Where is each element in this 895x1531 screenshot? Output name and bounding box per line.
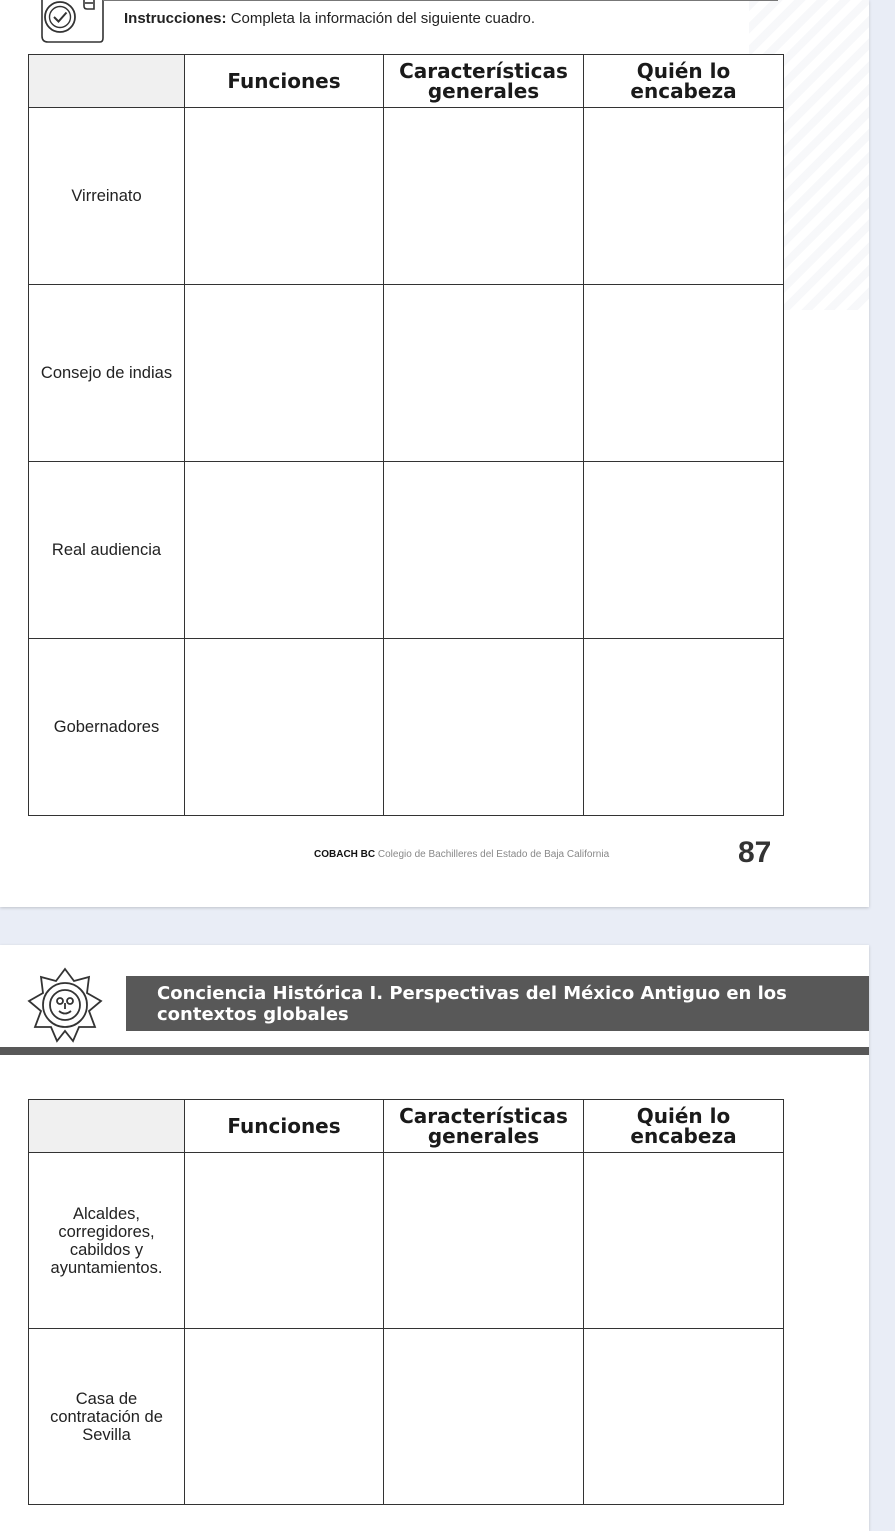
- answer-cell-quien[interactable]: [584, 285, 784, 462]
- document-page-88: [0, 945, 869, 1531]
- footer-brand: COBACH BC: [314, 849, 376, 860]
- table-row: [29, 1329, 784, 1505]
- table-row: [29, 108, 784, 285]
- header-funciones: Funciones: [185, 1100, 384, 1153]
- row-label: Gobernadores: [29, 639, 185, 816]
- header-funciones: Funciones: [185, 55, 384, 108]
- table-row: [29, 1153, 784, 1329]
- answer-cell-caracteristicas[interactable]: [384, 1153, 584, 1329]
- header-rule: [0, 1047, 869, 1055]
- answer-cell-caracteristicas[interactable]: [384, 285, 584, 462]
- comparison-table: [28, 54, 784, 816]
- answer-cell-funciones[interactable]: [185, 285, 384, 462]
- answer-cell-caracteristicas[interactable]: [384, 108, 584, 285]
- instructions-label: Instrucciones:: [124, 10, 227, 27]
- header-caracteristicas: Características generales: [384, 55, 584, 108]
- answer-cell-funciones[interactable]: [185, 1329, 384, 1505]
- answer-cell-funciones[interactable]: [185, 1153, 384, 1329]
- row-label: Virreinato: [29, 108, 185, 285]
- answer-cell-quien[interactable]: [584, 108, 784, 285]
- answer-cell-quien[interactable]: [584, 1329, 784, 1505]
- answer-cell-funciones[interactable]: [185, 108, 384, 285]
- table-row: [29, 285, 784, 462]
- instructions: [124, 10, 535, 27]
- header-quien-encabeza: Quién lo encabeza: [584, 1100, 784, 1153]
- answer-cell-funciones[interactable]: [185, 462, 384, 639]
- instructions-text: Completa la información del siguiente cuadro.: [226, 10, 536, 27]
- page-footer: [314, 849, 609, 860]
- answer-cell-quien[interactable]: [584, 1153, 784, 1329]
- answer-cell-quien[interactable]: [584, 462, 784, 639]
- comparison-table-continued: [28, 1099, 784, 1505]
- table-header-row: [29, 1100, 784, 1153]
- header-empty-cell: [29, 1100, 185, 1153]
- header-caracteristicas: Características generales: [384, 1100, 584, 1153]
- footer-college: Colegio de Bachilleres del Estado de Baja California: [377, 849, 610, 860]
- answer-cell-caracteristicas[interactable]: [384, 639, 584, 816]
- answer-cell-caracteristicas[interactable]: [384, 1329, 584, 1505]
- header-empty-cell: [29, 55, 185, 108]
- row-label: Real audiencia: [29, 462, 185, 639]
- table-row: [29, 462, 784, 639]
- row-label: Casa de contratación de Sevilla: [29, 1329, 185, 1505]
- table-header-row: [29, 55, 784, 108]
- table-row: [29, 639, 784, 816]
- page-number: 87: [738, 836, 772, 869]
- header-quien-encabeza: Quién lo encabeza: [584, 55, 784, 108]
- book-title: Conciencia Histórica I. Perspectivas del México Antiguo en los contextos globales: [157, 983, 787, 1025]
- checklist-icon: [38, 0, 104, 44]
- row-label: Alcaldes, corregidores, cabildos y ayuntamientos.: [29, 1153, 185, 1329]
- answer-cell-caracteristicas[interactable]: [384, 462, 584, 639]
- row-label: Consejo de indias: [29, 285, 185, 462]
- top-rule: [103, 0, 778, 1]
- aztec-sun-stone-icon: [27, 967, 103, 1043]
- answer-cell-quien[interactable]: [584, 639, 784, 816]
- header-band: [126, 976, 869, 1031]
- answer-cell-funciones[interactable]: [185, 639, 384, 816]
